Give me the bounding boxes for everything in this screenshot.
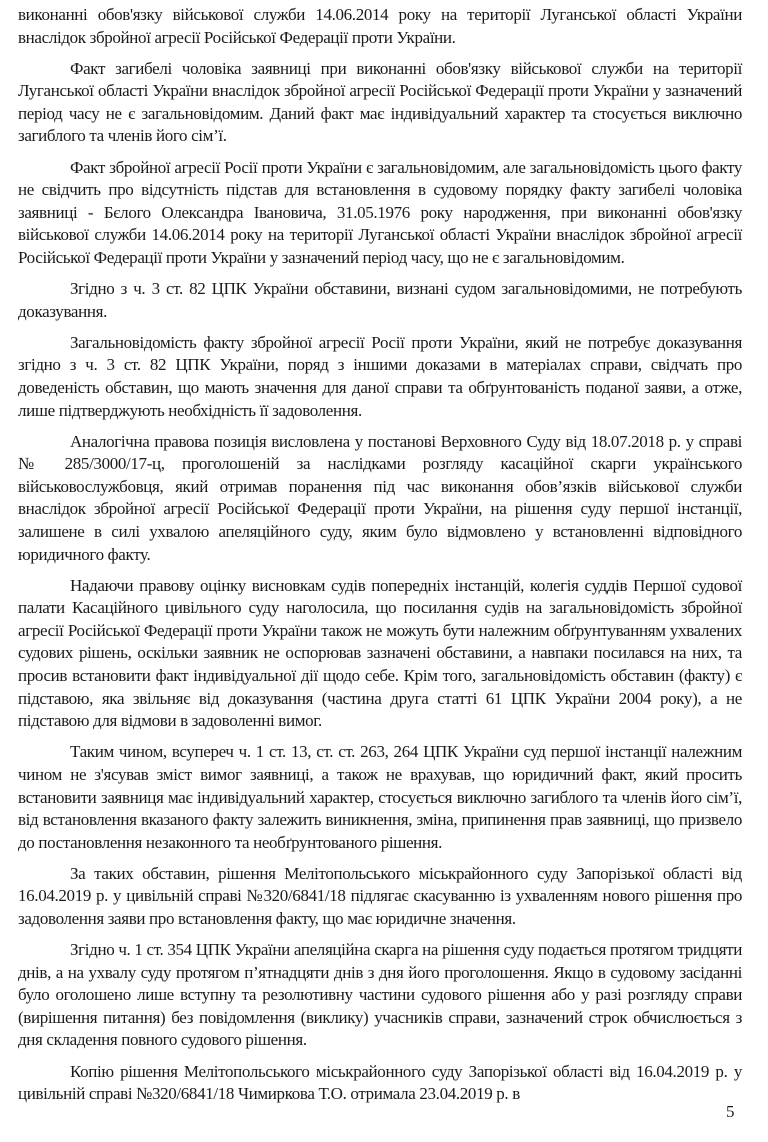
page-number: 5	[726, 1102, 735, 1121]
paragraph-article-82: Згідно з ч. 3 ст. 82 ЦПК України обставини, визнані судом загальновідомими, не потребують доказування.	[18, 279, 742, 321]
paragraph-appeal-deadline: Згідно ч. 1 ст. 354 ЦПК України апеляційна скарга на рішення суду подається протягом тридцяти днів, а на ухвалу суду протягом п’ятнадцяти днів з дня його проголошення. Якщо в судовому засіданні було оголошено лише вступну та резолютивну частини судового рішення або у разі розгляду справи (вирішення питання) без повідомлення (виклику) учасників справи, зазначений строк обчислюється з дня складення повного судового рішення.	[18, 940, 742, 1050]
paragraph-continuation: виконанні обов'язку військової служби 14.06.2014 року на території Луганської області України внаслідок збройної агресії Російської Федерації проти України.	[18, 5, 742, 47]
paragraph-copy-received: Копію рішення Мелітопольського міськрайонного суду Запорізької області від 16.04.2019 р. у цивільній справі №320/6841/18 Чимиркова Т.О. отримала 23.04.2019 р. в	[18, 1061, 742, 1104]
document-page	[18, 4, 742, 1114]
paragraph-cassation-chamber: Надаючи правову оцінку висновкам судів попередніх інстанцій, колегія суддів Першої судової палати Касаційного цивільного суду наголосила, що посилання судів на загальновідомість збройної агресії Російської Федерації проти України також не можуть бути належним обґрунтуванням ухвалених судових рішень, оскільки заявник не оспорював зазначені обставини, а навпаки посилався на них, та просив встановити факт індивідуальної дії щодо себе. Крім того, загальновідомість обставин (факту) є підставою, яка звільняє від доказування (частина друга статті 61 ЦПК України 2004 року), а не підставою для відмови в задоволенні вимог.	[18, 575, 742, 731]
paragraph-decision-annulment: За таких обставин, рішення Мелітопольського міськрайонного суду Запорізької області від 16.04.2019 р. у цивільній справі №320/6841/18 підлягає скасуванню із ухваленням нового рішення про задоволення заяви про встановлення факту, що має юридичне значення.	[18, 863, 742, 928]
paragraph-supreme-court-position: Аналогічна правова позиція висловлена у постанові Верховного Суду від 18.07.2018 р. у справі № 285/3000/17-ц, проголошеній за наслідками розгляду касаційної скарги українського військовослужбовця, який отримав поранення під час виконання обов’язків військової служби внаслідок збройної агресії Російської Федерації проти України, на рішення суду першої інстанції, залишене в силі ухвалою апеляційного суду, яким було відмовлено у встановленні відповідного юридичного факту.	[18, 431, 742, 564]
paragraph-evidence: Загальновідомість факту збройної агресії Росії проти України, який не потребує доказування згідно з ч. 3 ст. 82 ЦПК України, поряд з іншими доказами в матеріалах справи, свідчать про доведеність обставин, що мають значення для даної справи та обґрунтованість поданої заяви, а отже, лише підтверджують необхідність її задоволення.	[18, 332, 742, 420]
paragraph-first-instance-errors: Таким чином, всупереч ч. 1 ст. 13, ст. ст. 263, 264 ЦПК України суд першої інстанції належним чином не з'ясував зміст вимог заявниці, а також не врахував, що юридичний факт, який просить встановити заявниця має індивідуальний характер, стосується виключно загиблого та членів його сім’ї, від встановлення вказаного факту залежить виникнення, зміна, припинення прав заявниці, що призвело до постановлення незаконного та необґрунтованого рішення.	[18, 742, 742, 852]
paragraph-aggression-common-knowledge: Факт збройної агресії Росії проти України є загальновідомим, але загальновідомість цього факту не свідчить про відсутність підстав для встановлення в судовому порядку факту загибелі чоловіка заявниці - Бєлого Олександра Івановича, 31.05.1976 року народження, при виконанні обов'язку військової служби 14.06.2014 року на території Луганської області України внаслідок збройної агресії Російської Федерації проти України у зазначений період часу, що не є загальновідомим.	[18, 157, 742, 267]
paragraph-fact-of-death: Факт загибелі чоловіка заявниці при виконанні обов'язку військової служби на території Луганської області України внаслідок збройної агресії Російської Федерації проти України у зазначений період часу не є загальновідомим. Даний факт має індивідуальний характер та стосується виключно загиблого та членів його сім’ї.	[18, 58, 742, 146]
